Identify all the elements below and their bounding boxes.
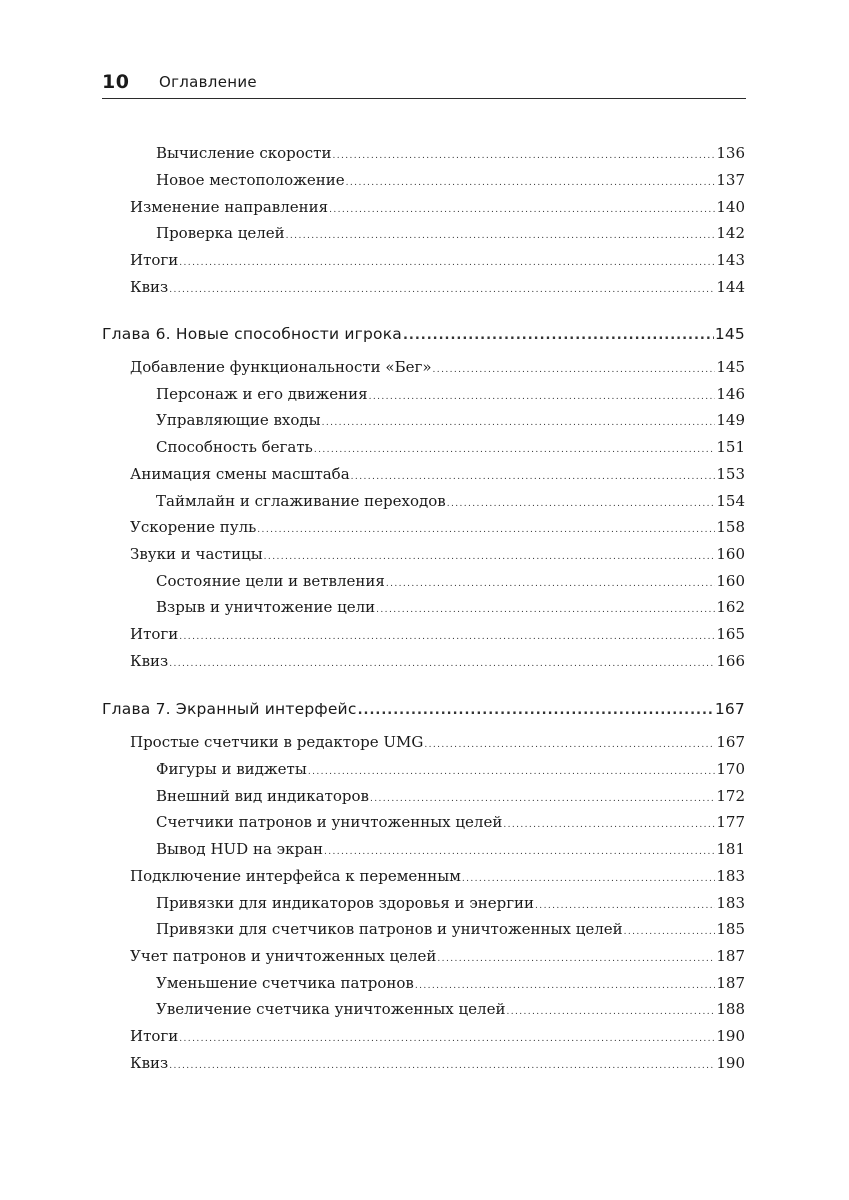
toc-entry-page: 177	[716, 813, 745, 831]
toc-entry-page: 140	[716, 198, 745, 216]
dot-leader	[415, 981, 716, 991]
toc-entry-page: 187	[716, 974, 745, 992]
toc-entry-page: 136	[716, 144, 745, 162]
dot-leader	[370, 794, 715, 804]
toc-entry-page: 158	[716, 518, 745, 536]
toc-entry-title: Состояние цели и ветвления	[156, 572, 385, 590]
toc-entry-title: Новое местоположение	[156, 171, 345, 189]
toc-entry-page: 145	[716, 358, 745, 376]
toc-entry	[130, 652, 745, 670]
toc-entry-title: Квиз	[130, 652, 169, 670]
toc-entry-page: 166	[716, 652, 745, 670]
dot-leader	[257, 525, 715, 535]
toc-entry-page: 183	[716, 867, 745, 885]
dot-leader	[437, 954, 715, 964]
toc-entry-page: 142	[716, 224, 745, 242]
toc-entry-page: 162	[716, 598, 745, 616]
toc-entry-page: 149	[716, 411, 745, 429]
toc-entry-title: Уменьшение счетчика патронов	[156, 974, 414, 992]
toc-entry-page: 167	[716, 733, 745, 751]
toc-entry	[156, 840, 745, 858]
toc-entry	[130, 947, 745, 965]
toc-entry-page: 160	[716, 545, 745, 563]
dot-leader	[308, 767, 716, 777]
toc-entry	[156, 411, 745, 429]
toc-entry	[156, 598, 745, 616]
dot-leader	[286, 231, 716, 241]
toc-entry-page: 190	[716, 1027, 745, 1045]
toc-entry-title: Звуки и частицы	[130, 545, 263, 563]
dot-leader	[358, 703, 714, 718]
toc-entry-page: 185	[716, 920, 745, 938]
toc-entry-title: Учет патронов и уничтоженных целей	[130, 947, 437, 965]
toc-entry	[156, 385, 745, 403]
dot-leader	[535, 901, 715, 911]
dot-leader	[351, 472, 716, 482]
toc-entry	[130, 867, 745, 885]
toc-entry-title: Квиз	[130, 278, 169, 296]
toc-entry-page: 167	[714, 700, 745, 718]
toc-entry	[130, 1054, 745, 1072]
toc-entry-title: Подключение интерфейса к переменным	[130, 867, 461, 885]
dot-leader	[314, 445, 716, 455]
toc-entry-title: Глава 6. Новые способности игрока	[102, 325, 402, 343]
toc-entry-title: Анимация смены масштаба	[130, 465, 350, 483]
toc-entry	[130, 465, 745, 483]
toc-entry-page: 146	[716, 385, 745, 403]
toc-entry-title: Способность бегать	[156, 438, 313, 456]
toc-entry-page: 181	[716, 840, 745, 858]
dot-leader	[424, 740, 715, 750]
dot-leader	[462, 874, 715, 884]
dot-leader	[346, 178, 716, 188]
toc-entry	[156, 572, 745, 590]
toc-entry-title: Таймлайн и сглаживание переходов	[156, 492, 446, 510]
toc-entry-page: 143	[716, 251, 745, 269]
toc-chapter-heading	[102, 700, 745, 718]
toc-entry	[130, 278, 745, 296]
dot-leader	[386, 579, 716, 589]
toc-entry-title: Простые счетчики в редакторе UMG	[130, 733, 424, 751]
toc-entry-page: 153	[716, 465, 745, 483]
toc-entry-title: Итоги	[130, 251, 179, 269]
toc-entry-title: Внешний вид индикаторов	[156, 787, 370, 805]
toc-entry	[130, 545, 745, 563]
toc-entry	[156, 894, 745, 912]
toc-entry	[156, 492, 745, 510]
toc-entry-page: 183	[716, 894, 745, 912]
dot-leader	[403, 328, 714, 343]
toc-entry-title: Взрыв и уничтожение цели	[156, 598, 376, 616]
toc-entry-title: Персонаж и его движения	[156, 385, 368, 403]
toc-entry-title: Добавление функциональности «Бег»	[130, 358, 432, 376]
dot-leader	[332, 151, 715, 161]
page-header	[102, 66, 746, 99]
dot-leader	[624, 927, 716, 937]
toc-entry-title: Фигуры и виджеты	[156, 760, 307, 778]
dot-leader	[369, 392, 716, 402]
dot-leader	[179, 1034, 715, 1044]
running-head: Оглавление	[159, 73, 257, 91]
toc-entry-page: 188	[716, 1000, 745, 1018]
dot-leader	[324, 847, 715, 857]
toc-entry	[156, 813, 745, 831]
toc-entry	[156, 144, 745, 162]
toc-entry-title: Итоги	[130, 625, 179, 643]
toc-entry	[156, 171, 745, 189]
toc-entry-page: 144	[716, 278, 745, 296]
toc-entry	[156, 760, 745, 778]
dot-leader	[179, 258, 715, 268]
dot-leader	[264, 552, 716, 562]
toc-entry-page: 187	[716, 947, 745, 965]
toc-chapter-heading	[102, 325, 745, 343]
toc-entry-title: Вычисление скорости	[156, 144, 332, 162]
toc-entry	[130, 198, 745, 216]
toc-entry-title: Привязки для индикаторов здоровья и энергии	[156, 894, 535, 912]
toc-entry-page: 165	[716, 625, 745, 643]
toc-entry	[156, 438, 745, 456]
dot-leader	[169, 659, 715, 669]
dot-leader	[169, 1061, 715, 1071]
toc-entry	[130, 251, 745, 269]
toc-entry	[130, 1027, 745, 1045]
toc-entry-title: Привязки для счетчиков патронов и уничтоженных целей	[156, 920, 623, 938]
toc-entry-title: Увеличение счетчика уничтоженных целей	[156, 1000, 506, 1018]
toc-entry	[130, 625, 745, 643]
toc-entry-page: 137	[716, 171, 745, 189]
toc-entry-title: Глава 7. Экранный интерфейс	[102, 700, 357, 718]
toc-entry	[156, 974, 745, 992]
dot-leader	[506, 1007, 715, 1017]
toc-entry	[130, 358, 745, 376]
toc-entry	[156, 1000, 745, 1018]
dot-leader	[322, 418, 716, 428]
dot-leader	[179, 632, 715, 642]
toc-entry	[130, 518, 745, 536]
toc-entry-page: 172	[716, 787, 745, 805]
toc-entry	[156, 920, 745, 938]
toc-entry-title: Квиз	[130, 1054, 169, 1072]
toc-entry	[156, 787, 745, 805]
toc-entry-title: Вывод HUD на экран	[156, 840, 323, 858]
toc-entry-page: 160	[716, 572, 745, 590]
dot-leader	[329, 205, 715, 215]
page-number: 10	[102, 71, 130, 93]
toc-entry-page: 151	[716, 438, 745, 456]
dot-leader	[169, 285, 715, 295]
toc-entry-title: Счетчики патронов и уничтоженных целей	[156, 813, 503, 831]
toc-entry-title: Проверка целей	[156, 224, 285, 242]
toc-entry	[130, 733, 745, 751]
toc-entry-page: 190	[716, 1054, 745, 1072]
dot-leader	[447, 499, 716, 509]
dot-leader	[503, 820, 715, 830]
toc-entry-page: 170	[716, 760, 745, 778]
toc-entry-title: Изменение направления	[130, 198, 329, 216]
toc-entry-title: Итоги	[130, 1027, 179, 1045]
dot-leader	[376, 605, 715, 615]
toc-entry-page: 145	[714, 325, 745, 343]
toc-entry-title: Управляющие входы	[156, 411, 321, 429]
toc-entry-page: 154	[716, 492, 745, 510]
dot-leader	[433, 365, 716, 375]
toc-entry	[156, 224, 745, 242]
toc-entry-title: Ускорение пуль	[130, 518, 257, 536]
